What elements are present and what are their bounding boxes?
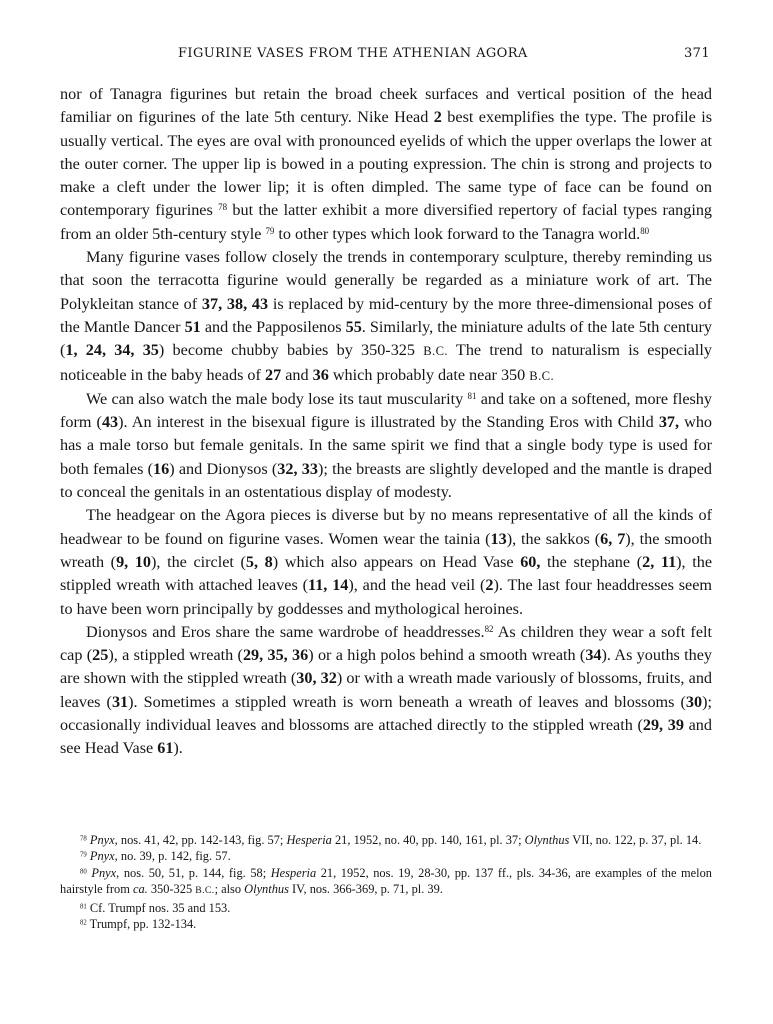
catalogue-number: 1, 24, 34, 35 (65, 341, 159, 360)
catalogue-number: 11, 14 (308, 576, 349, 595)
catalogue-number: 32, 33 (277, 459, 318, 478)
catalogue-number: 31 (111, 692, 129, 711)
catalogue-number: 55 (345, 317, 362, 336)
text-run: Cf. Trumpf nos. 35 and 153. (86, 900, 231, 915)
text-run: but the latter exhibit a more diversified repertory of facial types ranging from an older 5th-century style (60, 201, 713, 243)
text-run: ). An interest in the bisexual figure is illustrated by the Standing Eros with Child (118, 413, 659, 432)
text-run: ) which also appears on Head Vase (272, 552, 521, 571)
text-run: 21, 1952, no. 40, pp. 140, 161, pl. 37; (331, 833, 525, 847)
text-run: ), the circlet ( (151, 552, 246, 571)
text-run: and the Papposilenos (200, 317, 346, 336)
catalogue-number: 27 (264, 365, 282, 384)
text-run: The trend to naturalism is especially noticeable in the baby heads of (60, 341, 712, 384)
catalogue-number: 51 (184, 317, 201, 336)
italic-title: Olynthus (244, 882, 289, 897)
catalogue-number: 43 (101, 413, 119, 432)
text-run: ) or a high polos behind a smooth wreath ( (308, 646, 586, 665)
footnote-ref: 81 (467, 390, 477, 401)
footnote-ref: 81 (80, 902, 87, 910)
text-run: is replaced by mid-century by the more three-dimensional poses of the Mantle Dancer (60, 294, 713, 336)
catalogue-number: 25 (92, 646, 109, 665)
italic-title: Hesperia (270, 865, 317, 880)
text-run: As children they wear a soft felt cap ( (60, 622, 712, 665)
paragraph (60, 504, 712, 620)
footnote-82 (60, 916, 712, 932)
text-run: ), a stippled wreath ( (108, 646, 243, 665)
italic-title: Pnyx, (89, 849, 118, 864)
italic-title: Pnyx, (89, 833, 118, 847)
paragraph (60, 388, 712, 504)
text-run: ), the smooth wreath ( (60, 529, 713, 571)
text-run: nos. 50, 51, p. 144, fig. 58; (119, 865, 271, 880)
italic-title: Olynthus (524, 833, 570, 847)
text-run: We can also watch the male body lose its taut muscularity (86, 389, 468, 408)
text-run: ), the sakkos ( (506, 529, 601, 548)
text-run: ). (173, 739, 183, 758)
text-run: ). Sometimes a stippled wreath is worn beneath a wreath of leaves and blossoms ( (128, 692, 686, 711)
footnote-ref: 80 (640, 225, 650, 236)
catalogue-number: 16 (153, 459, 170, 478)
text-run: Trumpf, pp. 132-134. (86, 917, 197, 932)
catalogue-number: 9, 10 (116, 552, 152, 571)
footnote-ref: 79 (80, 851, 87, 859)
text-run: Dionysos and Eros share the same wardrobe of headdresses. (86, 622, 485, 641)
page-number: 371 (683, 46, 710, 61)
italic-title: Hesperia (286, 833, 332, 847)
text-run: ); occasionally individual leaves and blossoms are attached directly to the stippled wreath ( (60, 692, 712, 735)
text-run: and see Head Vase (60, 716, 712, 758)
text-run: . Similarly, the miniature adults of the late 5th century ( (60, 317, 713, 360)
text-run: ). As youths they are shown with the stippled wreath ( (60, 646, 713, 688)
footnote-78 (60, 832, 712, 848)
footnotes (60, 832, 712, 932)
catalogue-number: 30, 32 (296, 669, 337, 688)
catalogue-number: 61 (157, 739, 174, 758)
text-run: 21, 1952, nos. 19, 28-30, pp. 137 ff., pls. 34-36, are examples of the melon hairstyle from (60, 865, 712, 897)
text-run: IV, nos. 366-369, p. 71, pl. 39. (288, 882, 443, 897)
text-run: ) or with a wreath made variously of blossoms, fruits, and leaves ( (60, 669, 713, 711)
catalogue-number: 37, (658, 413, 680, 432)
text-run: best exemplifies the type. The profile is usually vertical. The eyes are oval with pronounced eyelids of which the upper overlaps the lower at the outer corner. The upper lip is bowed in a pouting expression. The chin is strong and projects to make a cleft under the lower lip; it is often dimpled. The same type of face can be found on contemporary figurines (60, 108, 712, 220)
text-run: nos. 41, 42, pp. 142-143, fig. 57; (117, 833, 287, 847)
footnote-ref: 78 (80, 835, 87, 843)
paragraph (60, 83, 712, 246)
catalogue-number: 30 (685, 692, 703, 711)
text-run: the stephane ( (540, 552, 643, 571)
catalogue-number: 60, (520, 552, 541, 571)
text-run: which probably date near 350 (328, 365, 530, 384)
paragraph (60, 246, 712, 388)
text-run: ; also (214, 882, 245, 897)
text-run: ). The last four headdresses seem to have been worn principally by goddesses and mythological heroines. (60, 576, 712, 618)
footnote-ref: 79 (265, 225, 275, 236)
footnote-ref: 78 (218, 202, 228, 213)
text-run: and take on a softened, more fleshy form ( (60, 389, 712, 432)
text-run: VII, no. 122, p. 37, pl. 14. (569, 833, 702, 847)
text-run: ); the breasts are slightly developed and the mantle is draped to conceal the genitals in an ostentatious display of modesty. (60, 459, 712, 502)
catalogue-number: 2 (485, 576, 494, 595)
text-run: nor of Tanagra figurines but retain the broad cheek surfaces and vertical position of the head familiar on figurines of the late 5th century. Nike Head (60, 85, 712, 127)
catalogue-number: 6, 7 (600, 529, 626, 548)
catalogue-number: 36 (312, 365, 329, 384)
footnote-ref: 80 (80, 868, 87, 876)
catalogue-number: 2 (433, 108, 442, 127)
catalogue-number: 37, 38, 43 (201, 294, 269, 313)
footnote-80 (60, 865, 712, 900)
body-text (60, 83, 712, 761)
catalogue-number: 2, 11 (642, 552, 677, 571)
small-caps-era: B.C. (529, 368, 555, 383)
text-run: and (281, 365, 313, 384)
italic-title: ca. (132, 882, 148, 897)
footnote-ref: 82 (484, 623, 494, 634)
catalogue-number: 29, 35, 36 (242, 646, 309, 665)
text-run: ) and Dionysos ( (169, 459, 278, 478)
footnote-81 (60, 900, 712, 916)
footnote-ref: 82 (80, 919, 87, 927)
text-run: 350-325 (147, 882, 196, 897)
small-caps-era: B.C. (195, 885, 215, 897)
text-run: The headgear on the Agora pieces is diverse but by no means representative of all the kinds of headwear to be found on figurine vases. Women wear the tainia ( (60, 506, 712, 548)
catalogue-number: 34 (585, 646, 602, 665)
catalogue-number: 13 (490, 529, 507, 548)
text-run: ), and the head veil ( (348, 576, 486, 595)
text-run: ), the stippled wreath with attached leaves ( (60, 552, 713, 595)
running-title: FIGURINE VASES FROM THE ATHENIAN AGORA (178, 46, 528, 61)
italic-title: Pnyx, (91, 865, 120, 880)
running-head (60, 46, 712, 68)
text-run: ) become chubby babies by 350-325 (158, 341, 424, 360)
text-run: who has a male torso but female genitals. In the same spirit we find that a single body type is used for both females ( (60, 413, 713, 478)
catalogue-number: 5, 8 (245, 552, 273, 571)
catalogue-number: 29, 39 (642, 716, 684, 735)
paragraph (60, 621, 712, 761)
text-run: no. 39, p. 142, fig. 57. (117, 849, 231, 864)
text-run: to other types which look forward to the Tanagra world. (274, 224, 641, 243)
footnote-79 (60, 848, 712, 864)
text-run: Many figurine vases follow closely the trends in contemporary sculpture, thereby reminding us that soon the terracotta figurine would generally be regarded as a miniature work of art. The Polykleitan stance of (60, 248, 712, 313)
small-caps-era: B.C. (423, 344, 448, 359)
